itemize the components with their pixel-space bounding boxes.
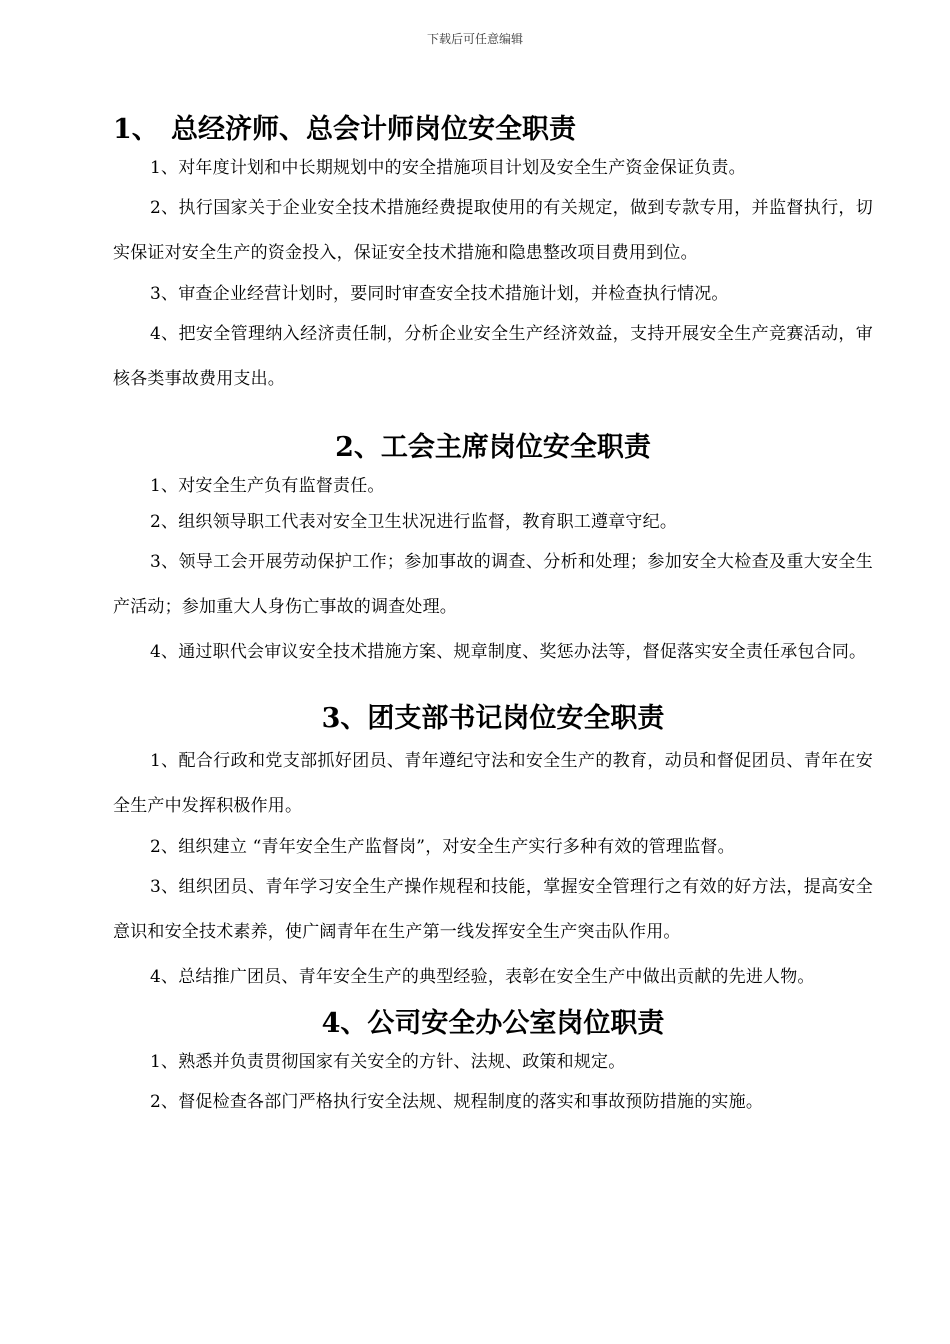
paragraph: 4、把安全管理纳入经济责任制，分析企业安全生产经济效益，支持开展安全生产竞赛活动，审核各类事故费用支出。 xyxy=(113,324,873,389)
paragraph: 3、审查企业经营计划时，要同时审查安全技术措施计划，并检查执行情况。 xyxy=(150,284,729,304)
paragraph: 4、通过职代会审议安全技术措施方案、规章制度、奖惩办法等，督促落实安全责任承包合同。 xyxy=(150,642,867,662)
section-2 xyxy=(113,430,873,675)
section-title xyxy=(113,112,873,148)
paragraph: 2、组织领导职工代表对安全卫生状况进行监督，教育职工遵章守纪。 xyxy=(150,512,678,532)
section-4 xyxy=(113,1006,873,1125)
page-header-note: 下载后可任意编辑 xyxy=(426,32,523,46)
paragraph: 2、组织建立 “青年安全生产监督岗”，对安全生产实行多种有效的管理监督。 xyxy=(150,837,735,857)
paragraph: 1、熟悉并负责贯彻国家有关安全的方针、法规、政策和规定。 xyxy=(150,1052,626,1072)
paragraph: 1、对安全生产负有监督责任。 xyxy=(150,476,385,496)
section-title: 3、团支部书记岗位安全职责 xyxy=(321,703,665,734)
paragraph: 1、对年度计划和中长期规划中的安全措施项目计划及安全生产资金保证负责。 xyxy=(150,158,746,178)
section-title: 4、公司安全办公室岗位职责 xyxy=(321,1008,665,1039)
document-body xyxy=(113,112,873,1125)
section-3 xyxy=(113,701,873,1000)
section-title: 2、工会主席岗位安全职责 xyxy=(335,432,651,463)
paragraph: 3、组织团员、青年学习安全生产操作规程和技能，掌握安全管理行之有效的好方法，提高安全意识和安全技术素养，使广阔青年在生产第一线发挥安全生产突击队作用。 xyxy=(113,877,873,942)
section-title-text: 总经济师、总会计师岗位安全职责 xyxy=(171,114,576,145)
paragraph: 4、总结推广团员、青年安全生产的典型经验，表彰在安全生产中做出贡献的先进人物。 xyxy=(150,967,815,987)
paragraph: 1、配合行政和党支部抓好团员、青年遵纪守法和安全生产的教育，动员和督促团员、青年在安全生产中发挥积极作用。 xyxy=(113,751,873,816)
paragraph: 3、领导工会开展劳动保护工作；参加事故的调查、分析和处理；参加安全大检查及重大安全生产活动；参加重大人身伤亡事故的调查处理。 xyxy=(113,552,873,617)
section-number: 1、 xyxy=(113,114,159,145)
paragraph: 2、执行国家关于企业安全技术措施经费提取使用的有关规定，做到专款专用，并监督执行，切实保证对安全生产的资金投入，保证安全技术措施和隐患整改项目费用到位。 xyxy=(113,198,873,263)
section-1 xyxy=(113,112,873,402)
paragraph: 2、督促检查各部门严格执行安全法规、规程制度的落实和事故预防措施的实施。 xyxy=(150,1092,764,1112)
